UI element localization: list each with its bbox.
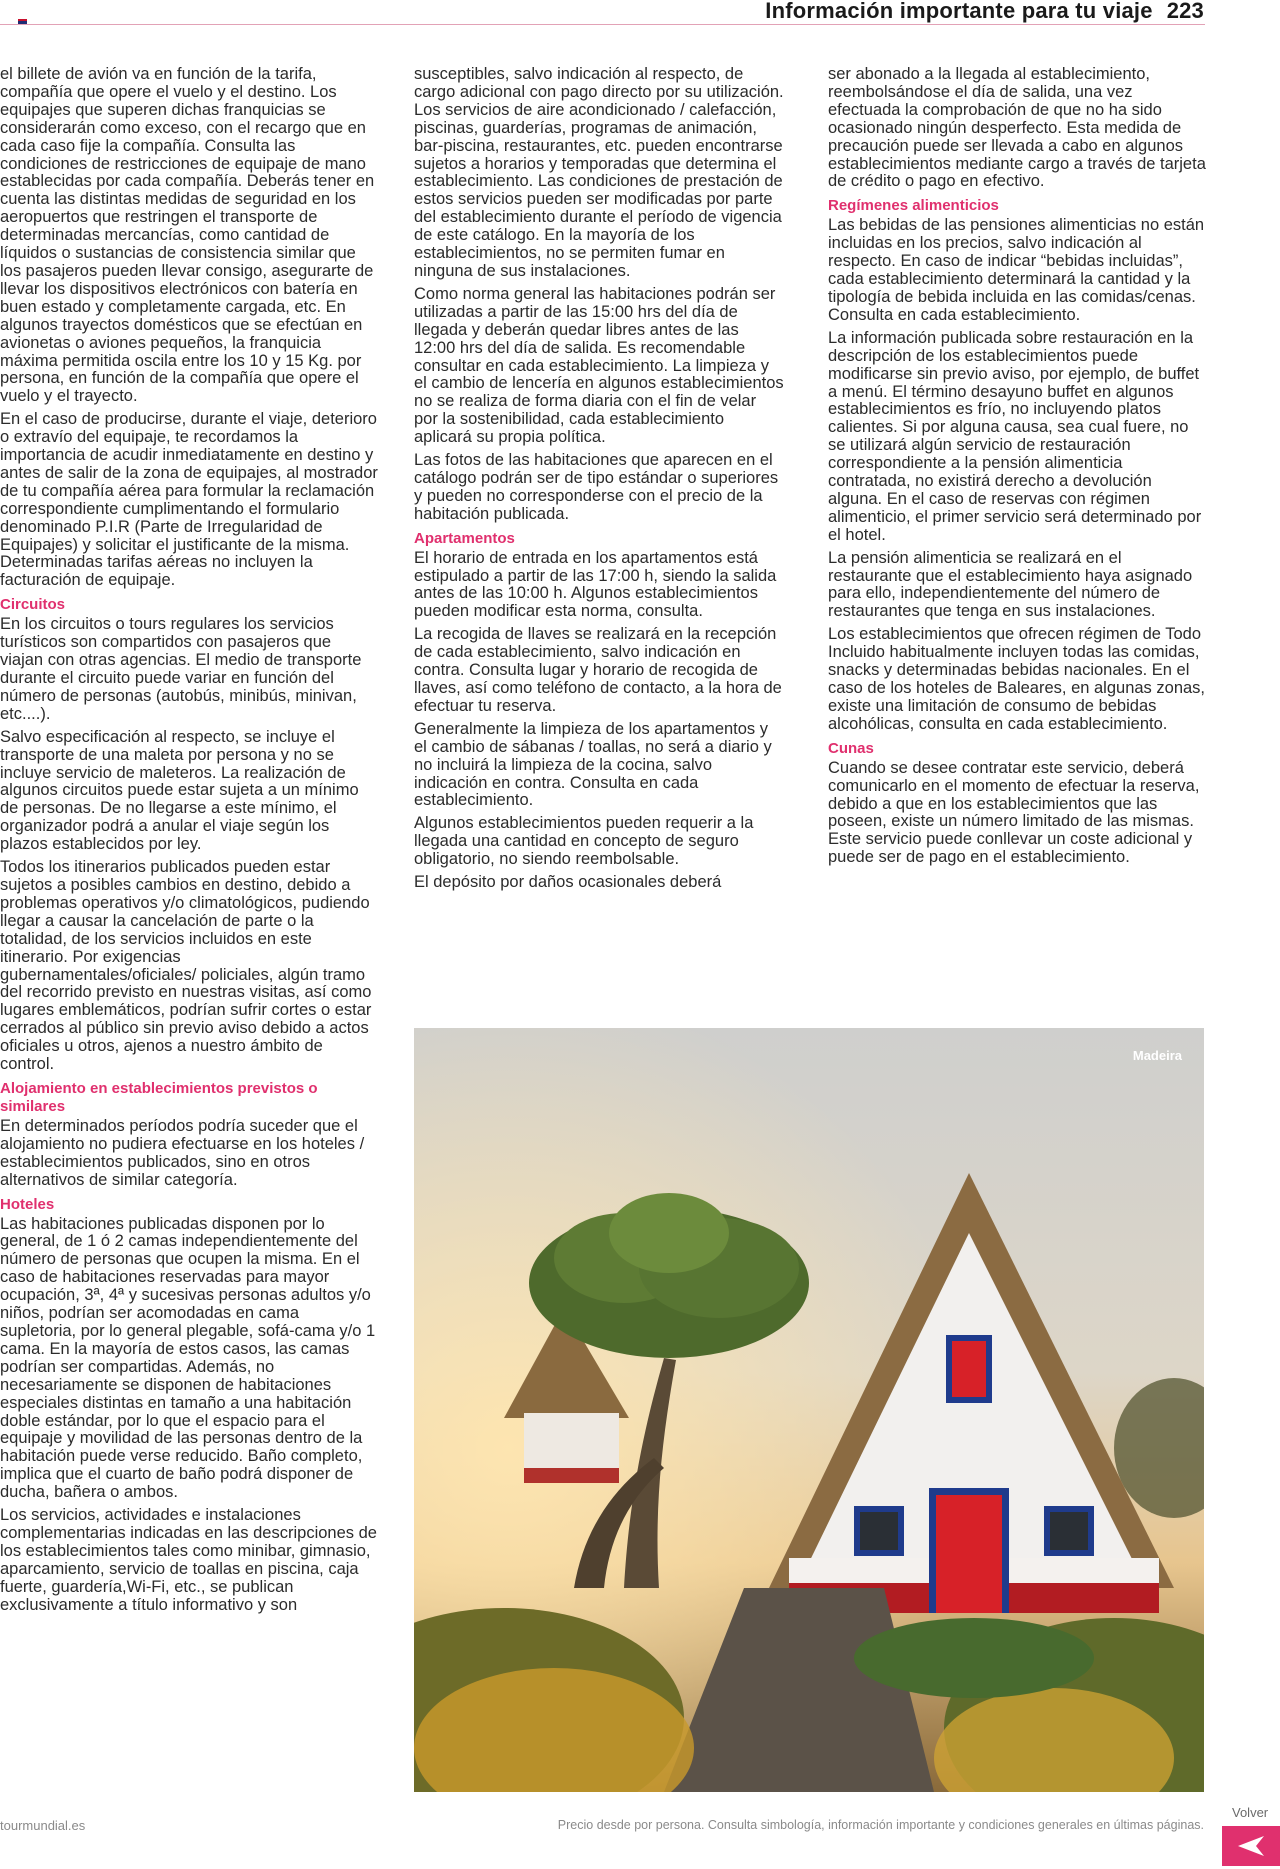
paragraph: La recogida de llaves se realizará en la recepción de cada establecimiento, salvo indicación en contra. Consulta lugar y horario de recogida de llaves, así como teléfono de contacto, a la hora de efectuar tu reserva.	[414, 625, 782, 715]
paragraph: La información publicada sobre restauración en la descripción de los establecimientos puede modificarse sin previo aviso, por ejemplo, de buffet a menú. El término desayuno buffet en algunos establecimientos es frío, no incluyendo platos calientes. Si por alguna causa, sea cual fuere, no se utilizará algún servicio de restauración correspondiente a la pensión alimenticia contratada, no existirá derecho a devolución alguna. En el caso de reservas con régimen alimenticio, el primer servicio será determinado por el hotel.	[828, 328, 1202, 544]
section-heading-circuitos: Circuitos	[0, 596, 66, 614]
price-disclaimer: Precio desde por persona. Consulta simbología, información importante y condiciones generales en últimas páginas.	[557, 1818, 1204, 1832]
text-column-1	[0, 66, 378, 1620]
paragraph: Los establecimientos que ofrecen régimen de Todo Incluido habitualmente incluyen todas las comidas, snacks y determinadas bebidas nacionales. En el caso de los hoteles de Baleares, en algunas zonas, existe una limitación de consumo de bebidas alcohólicas, consulta en cada establecimiento.	[828, 625, 1206, 733]
section-heading-apartamentos: Apartamentos	[414, 529, 515, 547]
section-heading-alojamiento: Alojamiento en establecimientos previstos o similares	[0, 1079, 318, 1115]
header-divider	[0, 24, 1205, 25]
paragraph: Los servicios, actividades e instalaciones complementarias indicadas en las descripciones de los establecimientos tales como minibar, gimnasio, aparcamiento, servicio de toallas en piscina, caja fuerte, guardería,Wi-Fi, etc., se publican exclusivamente a título informativo y son	[0, 1506, 377, 1614]
paragraph: En los circuitos o tours regulares los servicios turísticos son compartidos con pasajeros que viajan con otras agencias. El medio de transporte durante el circuito puede variar en función del número de personas (autobús, minibús, minivan, etc....).	[0, 615, 362, 723]
paragraph: En el caso de producirse, durante el viaje, deterioro o extravío del equipaje, te recordamos la importancia de acudir inmediatamente en destino y antes de salir de la zona de equipajes, al mostrador de tu compañía aérea para formular la reclamación correspondiente cumplimentando el formulario denominado P.I.R (Parte de Irregularidad de Equipajes) y solicitar el justificante de la misma. Determinadas tarifas aéreas no incluyen la facturación de equipaje.	[0, 410, 378, 590]
paragraph: el billete de avión va en función de la tarifa, compañía que opere el vuelo y el destino. Los equipajes que superen dichas franquicias se considerarán como exceso, con el recargo que en cada caso fije la compañía. Consulta las condiciones de restricciones de equipaje de mano establecidas por cada compañía. Deberás tener en cuenta las distintas medidas de seguridad en los aeropuertos que restringen el transporte de determinadas mercancías, como cantidad de líquidos o sustancias de consistencia similar que los pasajeros pueden llevar consigo, asegurarte de llevar los dispositivos electrónicos con batería en buen estado y completamente cargada, etc. En algunos trayectos domésticos que se efectúan en avionetas o aviones pequeños, la franquicia máxima permitida oscila entre los 10 y 15 Kg. por persona, en función de la compañía que opere el vuelo y el trayecto.	[0, 65, 375, 406]
photo-caption: Madeira	[1132, 1048, 1182, 1063]
paragraph: En determinados períodos podría suceder que el alojamiento no pudiera efectuarse en los hoteles / establecimientos publicados, sino en otros alternativos de similar categoría.	[0, 1116, 365, 1189]
paragraph: Generalmente la limpieza de los apartamentos y el cambio de sábanas / toallas, no será a diario y no incluirá la limpieza de la cocina, salvo indicación en contra. Consulta en cada establecimiento.	[414, 719, 772, 810]
paragraph: Cuando se desee contratar este servicio, deberá comunicarlo en el momento de efectuar la reserva, debido a que en los establecimientos que las poseen, existe un número limitado de las mismas. Este servicio puede conllevar un coste adicional y puede ser de pago en el establecimiento.	[828, 758, 1200, 867]
paragraph: Salvo especificación al respecto, se incluye el transporte de una maleta por persona y no se incluye servicio de maleteros. La realización de algunos circuitos puede estar sujeta a un mínimo de personas. De no llegarse a este mínimo, el organizador podrá a anular el viaje según los plazos establecidos por ley.	[0, 727, 359, 854]
paragraph: susceptibles, salvo indicación al respecto, de cargo adicional con pago directo por su utilización. Los servicios de aire acondicionado / calefacción, piscinas, guarderías, programas de animación, bar-piscina, restaurantes, etc. pueden encontrarse sujetos a horarios y temporadas que determina el establecimiento. Las condiciones de prestación de estos servicios pueden ser modificadas por parte del establecimiento durante el período de vigencia de este catálogo. En la mayoría de los establecimientos, no se permiten fumar en ninguna de sus instalaciones.	[414, 65, 784, 280]
paragraph: ser abonado a la llegada al establecimiento, reembolsándose el día de salida, una vez efectuada la comprobación de que no ha sido ocasionado ningún desperfecto. Esta medida de precaución puede ser llevada a cabo en algunos establecimientos mediante cargo a través de tarjeta de crédito o pago en efectivo.	[828, 65, 1206, 191]
paragraph: Como norma general las habitaciones podrán ser utilizadas a partir de las 15:00 hrs del día de llegada y deberán quedar libres antes de las 12:00 hrs del día de salida. Es recomendable consultar en cada establecimiento. La limpieza y el cambio de lencería en algunos establecimientos no se realiza de forma diaria con el fin de velar por la sostenibilidad, cada establecimiento aplicará su propia política.	[414, 284, 784, 447]
back-button[interactable]	[1222, 1826, 1280, 1866]
paragraph: El horario de entrada en los apartamentos está estipulado a partir de las 17:00 h, siendo la salida antes de las 10:00 h. Algunos establecimientos pueden modificar esta norma, consulta.	[414, 548, 777, 621]
madeira-photo	[414, 1028, 1204, 1792]
paragraph: Las fotos de las habitaciones que aparecen en el catálogo podrán ser de tipo estándar o superiores y pueden no corresponderse con el precio de la habitación publicada.	[414, 451, 779, 523]
website-link[interactable]: tourmundial.es	[0, 1818, 86, 1833]
text-column-2	[414, 66, 784, 897]
section-heading-cunas: Cunas	[828, 739, 874, 757]
paragraph: El depósito por daños ocasionales deberá	[414, 873, 722, 892]
paragraph: La pensión alimenticia se realizará en el restaurante que el establecimiento haya asignado para ello, independientemente del número de restaurantes que tenga en sus instalaciones.	[828, 548, 1193, 621]
section-heading-regimenes: Regímenes alimenticios	[828, 197, 999, 215]
paragraph: Las habitaciones publicadas disponen por lo general, de 1 ó 2 camas independientemente del número de personas que ocupen la misma. En el caso de habitaciones reservadas para mayor ocupación, 3ª, 4ª y sucesivas personas adultos y/o niños, podrían ser acomodadas en cama supletoria, por lo general plegable, sofá-cama y/o 1 cama. En la mayoría de estos casos, las camas podrían ser compartidas. Además, no necesariamente se disponen de habitaciones especiales distintas en tamaño a una habitación doble estándar, por lo que el espacio para el equipaje y movilidad de las personas dentro de la habitación puede verse reducido. Baño completo, implica que el cuarto de baño podrá disponer de ducha, bañera o ambos.	[0, 1214, 376, 1502]
back-label: Volver	[1232, 1805, 1269, 1820]
page-number: 223	[1166, 0, 1204, 23]
back-arrow-icon	[1236, 1834, 1266, 1858]
paragraph: Algunos establecimientos pueden requerir a la llegada una cantidad en concepto de seguro obligatorio, no siendo reembolsable.	[414, 814, 754, 869]
madeira-house-illustration	[414, 1028, 1204, 1792]
paragraph: Todos los itinerarios publicados pueden estar sujetos a posibles cambios en destino, debido a problemas operativos y/o climatológicos, pudiendo llegar a causar la cancelación de parte o la totalidad, de los servicios incluidos en este itinerario. Por exigencias gubernamentales/oficiales/ policiales, algún tramo del recorrido previsto en nuestras visitas, así como lugares emblemáticos, podrían sufrir cortes o estar cerrados al público sin previo aviso debido a actos oficiales u otros, ajenos a nuestro ámbito de control.	[0, 858, 372, 1074]
section-heading-hoteles: Hoteles	[0, 1195, 55, 1213]
paragraph: Las bebidas de las pensiones alimenticias no están incluidas en los precios, salvo indicación al respecto. En caso de indicar “bebidas incluidas”, cada establecimiento determinará la cantidad y la tipología de bebida incluida en las comidas/cenas. Consulta en cada establecimiento.	[828, 216, 1205, 324]
page-header	[765, 0, 1204, 24]
text-column-3	[828, 66, 1206, 872]
page-title: Información importante para tu viaje	[765, 0, 1153, 23]
